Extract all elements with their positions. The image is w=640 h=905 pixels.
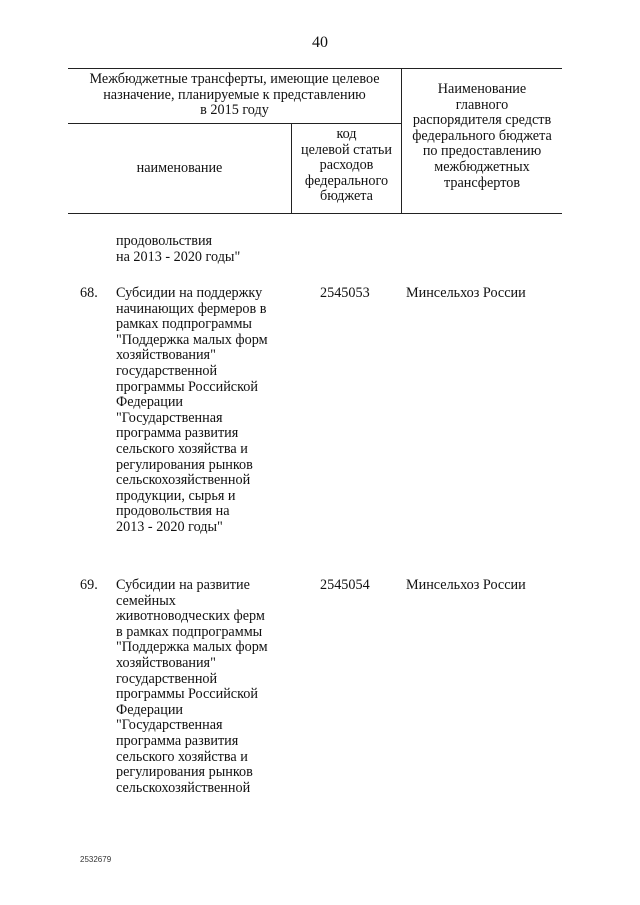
continuation-text: продовольствия на 2013 - 2020 годы" <box>116 233 241 265</box>
table-header <box>68 68 562 214</box>
row-number: 68. <box>80 285 98 301</box>
header-admin-column: Наименование главного распорядителя средств федерального бюджета по предоставлению межбюджетных трансфертов <box>401 69 562 213</box>
row-description: Субсидии на поддержку начинающих фермеров в рамках подпрограммы "Поддержка малых форм хозяйствования" государственной программы Российской Федерации "Государственная программа развития сельского хозяйства и регулирования рынков сельскохозяйственной продукции, сырья и продовольствия на 2013 - 2020 годы" <box>116 285 268 535</box>
header-name-column: наименование <box>136 159 223 176</box>
document-code: 2532679 <box>80 855 112 864</box>
row-administrator: Минсельхоз России <box>406 285 526 301</box>
page-number: 40 <box>312 34 328 51</box>
header-code-column: код целевой статьи расходов федерального бюджета <box>291 124 401 213</box>
row-number: 69. <box>80 577 98 593</box>
header-group-title: Межбюджетные трансферты, имеющие целевое назначение, планируемые к представлению в 2015 году <box>68 69 401 124</box>
row-description: Субсидии на развитие семейных животноводческих ферм в рамках подпрограммы "Поддержка малых форм хозяйствования" государственной программы Российской Федерации "Государственная программа развития сельского хозяйства и регулирования рынков сельскохозяйственной <box>116 577 268 796</box>
row-code: 2545053 <box>320 285 370 301</box>
row-code: 2545054 <box>320 577 370 593</box>
row-administrator: Минсельхоз России <box>406 577 526 593</box>
